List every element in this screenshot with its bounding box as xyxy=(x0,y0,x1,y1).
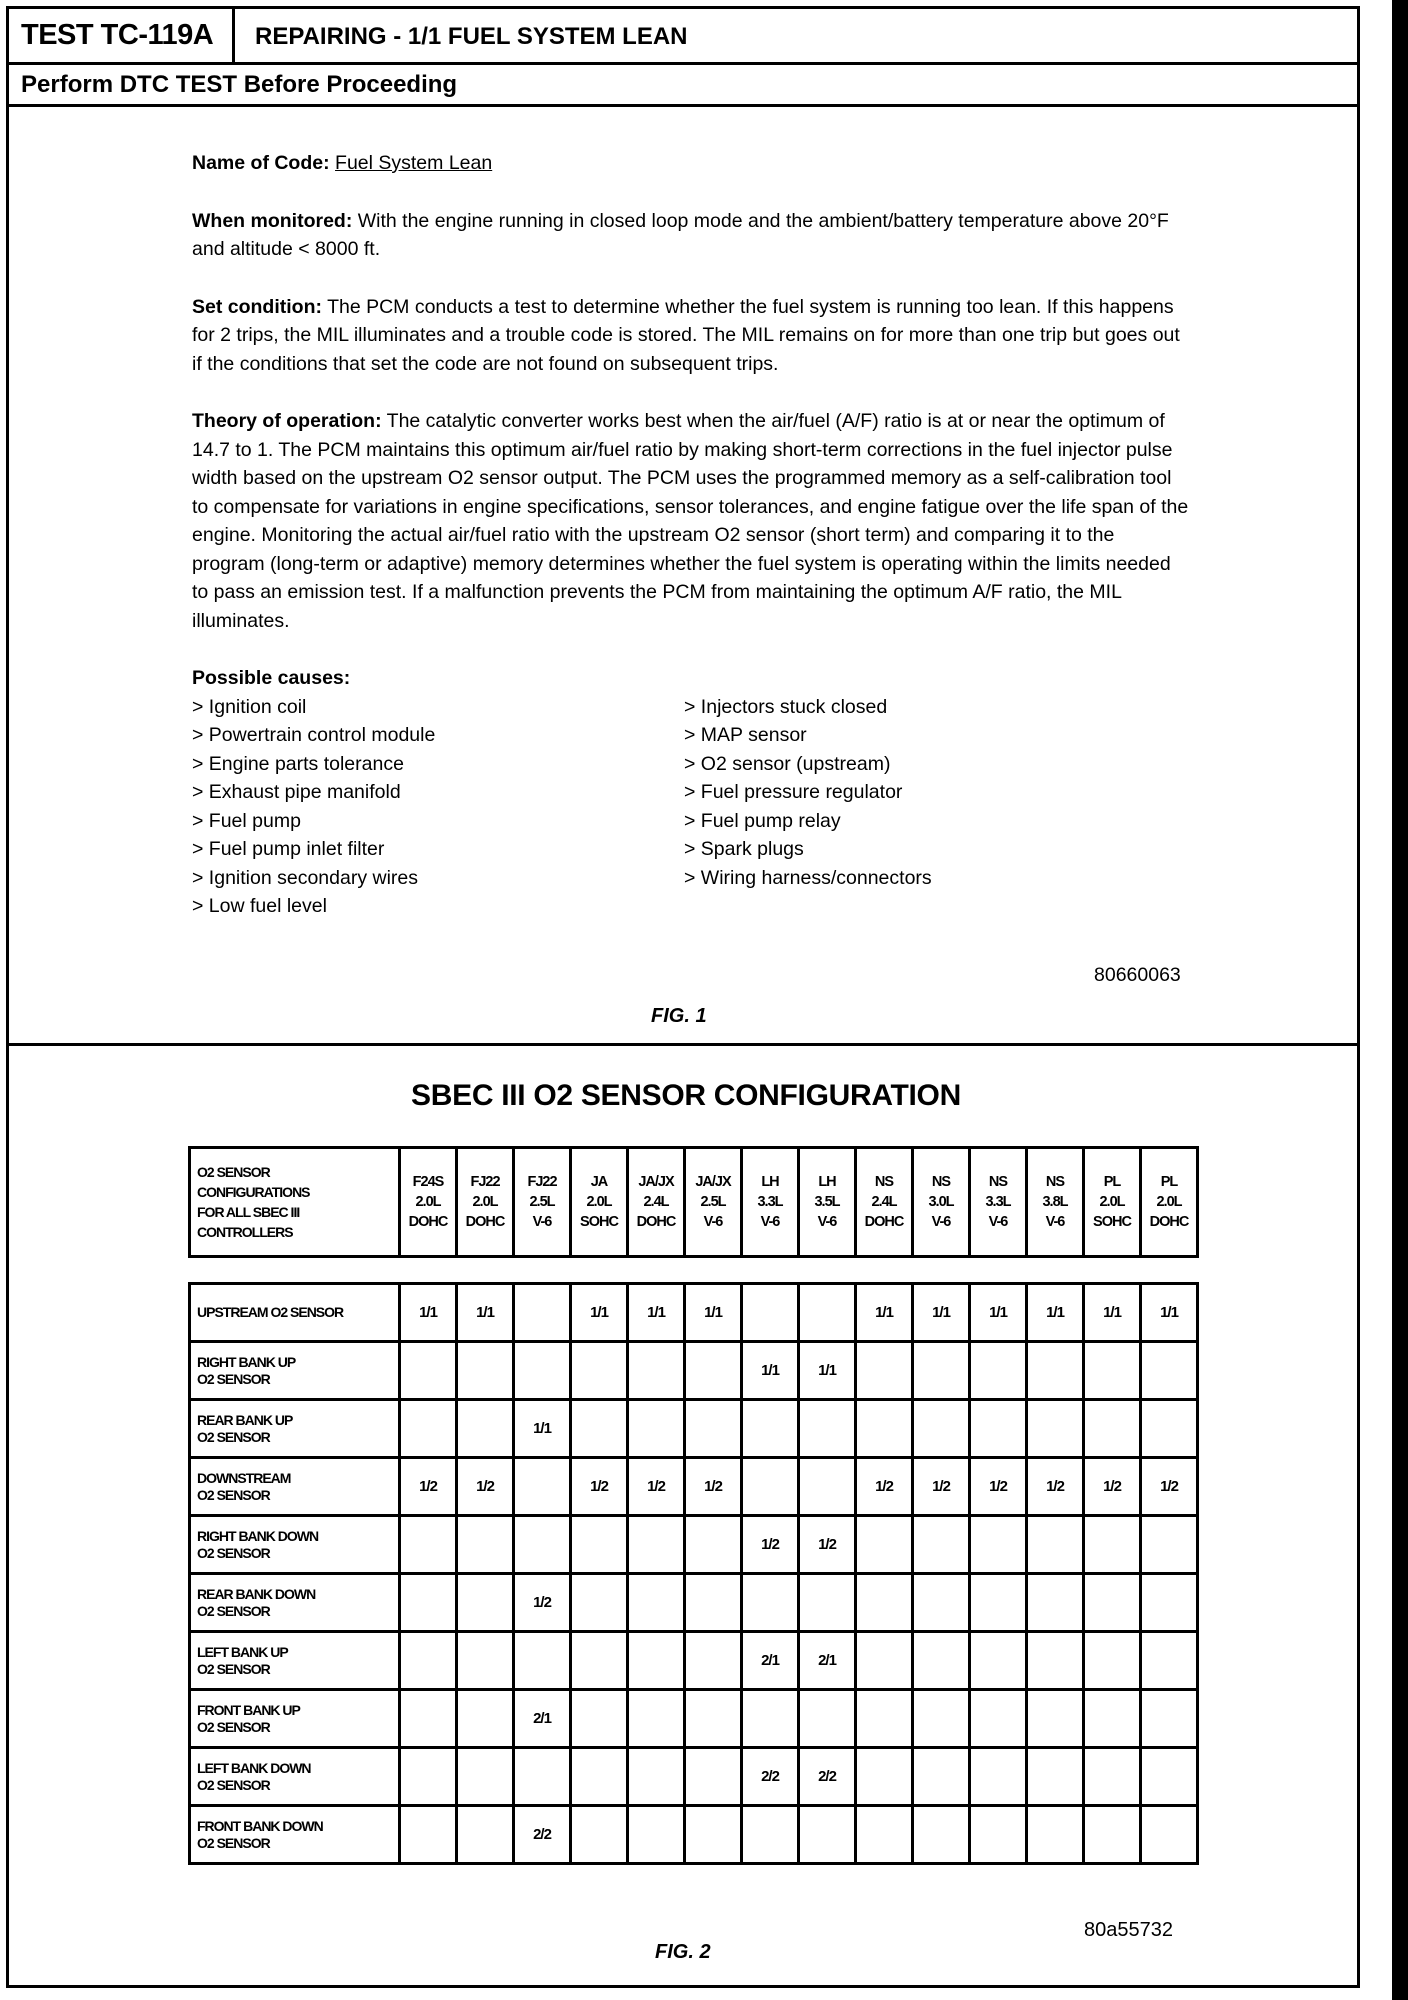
config-cell: 1/1 xyxy=(1027,1284,1084,1342)
name-of-code-label: Name of Code: xyxy=(192,152,330,174)
sensor-label xyxy=(190,1574,400,1632)
config-row xyxy=(190,1748,1198,1806)
sensor-label xyxy=(190,1400,400,1458)
config-cell xyxy=(1084,1806,1141,1864)
sensor-label-line: O2 SENSOR xyxy=(197,1834,270,1851)
column-header-line: DOHC xyxy=(465,1214,505,1230)
test-subtitle: Perform DTC TEST Before Proceeding xyxy=(9,65,1357,107)
config-cell xyxy=(1084,1574,1141,1632)
config-cell xyxy=(1027,1690,1084,1748)
config-cell xyxy=(970,1516,1027,1574)
sensor-label-line: FRONT BANK UP xyxy=(197,1701,300,1718)
config-cell xyxy=(457,1748,514,1806)
config-cell xyxy=(685,1574,742,1632)
config-cell xyxy=(913,1806,970,1864)
fig2-title: SBEC III O2 SENSOR CONFIGURATION xyxy=(411,1079,961,1112)
column-header-line: 3.8L xyxy=(1042,1194,1068,1210)
config-cell xyxy=(856,1400,913,1458)
config-cell xyxy=(628,1748,685,1806)
config-cell xyxy=(856,1632,913,1690)
config-cell xyxy=(913,1516,970,1574)
column-header-line: DOHC xyxy=(636,1214,676,1230)
set-condition-label: Set condition: xyxy=(192,295,322,318)
sensor-label-line: O2 SENSOR xyxy=(197,1660,270,1677)
config-cell xyxy=(742,1690,799,1748)
cause-item: > Powertrain control module xyxy=(192,724,436,746)
config-cell xyxy=(628,1632,685,1690)
config-cell xyxy=(685,1342,742,1400)
config-cell xyxy=(799,1690,856,1748)
column-header-line: FJ22 xyxy=(470,1174,500,1190)
sensor-label xyxy=(190,1458,400,1516)
config-column-header xyxy=(1141,1148,1198,1257)
config-cell xyxy=(400,1748,457,1806)
config-cell xyxy=(628,1400,685,1458)
config-cell xyxy=(1027,1748,1084,1806)
config-cell xyxy=(742,1574,799,1632)
column-header-line: DOHC xyxy=(1149,1214,1189,1230)
config-cell xyxy=(1141,1690,1198,1748)
config-cell: 1/2 xyxy=(913,1458,970,1516)
header-label-line: CONTROLLERS xyxy=(197,1224,293,1240)
config-cell: 1/2 xyxy=(799,1516,856,1574)
config-cell xyxy=(457,1516,514,1574)
config-cell xyxy=(799,1574,856,1632)
config-cell xyxy=(571,1400,628,1458)
column-header-line: SOHC xyxy=(580,1214,618,1230)
config-cell: 1/2 xyxy=(457,1458,514,1516)
config-cell: 1/2 xyxy=(400,1458,457,1516)
column-header-line: NS xyxy=(988,1174,1008,1190)
column-header-line: 2.5L xyxy=(700,1194,726,1210)
sensor-label xyxy=(190,1632,400,1690)
test-id: TEST TC-119A xyxy=(9,9,235,65)
config-cell xyxy=(400,1400,457,1458)
sensor-label-line: LEFT BANK UP xyxy=(197,1643,288,1660)
config-cell: 2/2 xyxy=(514,1806,571,1864)
config-cell xyxy=(400,1690,457,1748)
cause-item: > O2 sensor (upstream) xyxy=(684,752,891,775)
config-cell xyxy=(1141,1516,1198,1574)
cause-item: > Wiring harness/connectors xyxy=(684,866,932,889)
sensor-label-line: LEFT BANK DOWN xyxy=(197,1759,311,1776)
config-row xyxy=(190,1284,1198,1342)
config-header-table xyxy=(188,1146,1199,1258)
config-cell xyxy=(742,1806,799,1864)
config-cell xyxy=(1141,1632,1198,1690)
possible-causes-list xyxy=(192,693,1192,921)
config-cell: 1/1 xyxy=(970,1284,1027,1342)
config-cell: 2/2 xyxy=(799,1748,856,1806)
config-cell: 2/1 xyxy=(514,1690,571,1748)
config-cell xyxy=(685,1748,742,1806)
config-cell xyxy=(685,1632,742,1690)
sensor-label xyxy=(190,1690,400,1748)
config-row xyxy=(190,1632,1198,1690)
config-cell: 1/1 xyxy=(400,1284,457,1342)
config-cell xyxy=(1084,1516,1141,1574)
config-cell xyxy=(628,1690,685,1748)
cause-item: > Injectors stuck closed xyxy=(684,695,888,718)
config-row xyxy=(190,1458,1198,1516)
config-cell xyxy=(1141,1342,1198,1400)
config-cell xyxy=(400,1516,457,1574)
causes-left-column xyxy=(192,693,684,921)
config-cell: 1/1 xyxy=(514,1400,571,1458)
config-cell xyxy=(1084,1342,1141,1400)
config-cell xyxy=(400,1806,457,1864)
config-cell xyxy=(799,1806,856,1864)
config-cell: 1/1 xyxy=(742,1342,799,1400)
config-cell xyxy=(856,1690,913,1748)
config-cell xyxy=(970,1748,1027,1806)
sensor-label-line: O2 SENSOR xyxy=(197,1486,270,1503)
config-cell xyxy=(913,1748,970,1806)
config-cell: 1/2 xyxy=(1027,1458,1084,1516)
when-monitored-text: With the engine running in closed loop mode and the ambient/battery temperature above 20°F and altitude < 8000 ft. xyxy=(192,209,1169,260)
config-row xyxy=(190,1516,1198,1574)
config-cell xyxy=(571,1632,628,1690)
config-cell xyxy=(685,1400,742,1458)
fig1-ref-code: 80660063 xyxy=(1094,964,1181,986)
config-cell xyxy=(628,1342,685,1400)
config-cell xyxy=(970,1690,1027,1748)
config-row xyxy=(190,1400,1198,1458)
when-monitored-label: When monitored: xyxy=(192,209,353,232)
column-header-line: NS xyxy=(1045,1174,1065,1190)
cause-item: > Engine parts tolerance xyxy=(192,752,404,775)
column-header-line: NS xyxy=(874,1174,894,1190)
sensor-label-line: FRONT BANK DOWN xyxy=(197,1817,323,1834)
column-header-line: JA/JX xyxy=(695,1174,731,1190)
column-header-line: 2.0L xyxy=(586,1194,612,1210)
config-cell xyxy=(457,1400,514,1458)
set-condition-text: The PCM conducts a test to determine whether the fuel system is running too lean. If this happens for 2 trips, the MIL illuminates and a trouble code is stored. The MIL remains on for more than one trip but goes out if the conditions that set the code are not found on subsequent trips. xyxy=(192,295,1180,375)
column-header-line: LH xyxy=(818,1174,836,1190)
config-cell xyxy=(1084,1748,1141,1806)
sensor-label-line: O2 SENSOR xyxy=(197,1428,270,1445)
config-cell xyxy=(1027,1516,1084,1574)
config-cell xyxy=(1141,1574,1198,1632)
config-cell xyxy=(799,1400,856,1458)
config-cell xyxy=(913,1690,970,1748)
config-column-header xyxy=(514,1148,571,1257)
config-cell xyxy=(685,1690,742,1748)
cause-item: > Low fuel level xyxy=(192,895,327,917)
column-header-line: V-6 xyxy=(760,1214,780,1230)
config-cell xyxy=(457,1632,514,1690)
config-cell xyxy=(970,1342,1027,1400)
config-column-header xyxy=(628,1148,685,1257)
config-cell xyxy=(628,1516,685,1574)
config-cell: 1/1 xyxy=(1084,1284,1141,1342)
fig1-label: FIG. 1 xyxy=(651,1005,707,1027)
config-cell xyxy=(514,1342,571,1400)
config-cell: 1/1 xyxy=(913,1284,970,1342)
config-cell xyxy=(799,1458,856,1516)
cause-item: > Ignition secondary wires xyxy=(192,866,418,889)
config-cell xyxy=(685,1806,742,1864)
config-cell xyxy=(856,1574,913,1632)
sensor-label-line: O2 SENSOR xyxy=(197,1602,270,1619)
config-cell xyxy=(1141,1806,1198,1864)
cause-item: > Fuel pressure regulator xyxy=(684,781,903,803)
config-cell: 1/2 xyxy=(685,1458,742,1516)
sensor-label xyxy=(190,1748,400,1806)
config-cell xyxy=(913,1632,970,1690)
sensor-label-line: REAR BANK DOWN xyxy=(197,1585,316,1602)
sensor-label-line: O2 SENSOR xyxy=(197,1370,270,1387)
column-header-line: 2.5L xyxy=(529,1194,555,1210)
column-header-line: 2.0L xyxy=(1099,1194,1125,1210)
config-body-table xyxy=(188,1282,1199,1865)
fig1-content xyxy=(192,149,1192,921)
config-cell xyxy=(1027,1342,1084,1400)
config-cell xyxy=(856,1748,913,1806)
name-of-code-value: Fuel System Lean xyxy=(335,152,493,174)
config-cell: 1/2 xyxy=(742,1516,799,1574)
possible-causes-title: Possible causes: xyxy=(192,667,351,689)
config-column-header xyxy=(913,1148,970,1257)
column-header-line: PL xyxy=(1160,1174,1178,1190)
config-cell: 2/1 xyxy=(742,1632,799,1690)
sensor-label xyxy=(190,1284,400,1342)
theory-text: The catalytic converter works best when the air/fuel (A/F) ratio is at or near the optimum of 14.7 to 1. The PCM maintains this optimum air/fuel ratio by making short-term corrections in the fuel injector pulse width based on the upstream O2 sensor output. The PCM uses the programmed memory as a self-calibration tool to compensate for variations in engine specifications, sensor tolerances, and engine fatigue over the life span of the engine. Monitoring the actual air/fuel ratio with the upstream O2 sensor (short term) and comparing it to the program (long-term or adaptive) memory determines whether the fuel system is operating within the limits needed to pass an emission test. If a malfunction prevents the PCM from maintaining the optimum A/F ratio, the MIL illuminates. xyxy=(192,410,1189,632)
sensor-label xyxy=(190,1342,400,1400)
cause-item: > Fuel pump xyxy=(192,809,301,832)
sensor-label-line: O2 SENSOR xyxy=(197,1776,270,1793)
header-label-line: CONFIGURATIONS xyxy=(197,1184,310,1200)
column-header-line: DOHC xyxy=(408,1214,448,1230)
column-header-line: V-6 xyxy=(817,1214,837,1230)
config-column-header xyxy=(1084,1148,1141,1257)
config-cell xyxy=(571,1748,628,1806)
config-cell xyxy=(571,1516,628,1574)
section-divider xyxy=(9,1043,1357,1046)
fig2-ref-code: 80a55732 xyxy=(1084,1919,1173,1941)
config-column-header xyxy=(685,1148,742,1257)
config-cell xyxy=(1141,1400,1198,1458)
sensor-label-line: RIGHT BANK DOWN xyxy=(197,1527,319,1544)
column-header-line: 2.0L xyxy=(1156,1194,1182,1210)
config-column-header xyxy=(457,1148,514,1257)
column-header-line: V-6 xyxy=(988,1214,1008,1230)
set-condition xyxy=(192,293,1192,379)
config-cell xyxy=(1027,1574,1084,1632)
config-cell xyxy=(571,1806,628,1864)
cause-item: > Fuel pump relay xyxy=(684,809,841,832)
config-column-header xyxy=(400,1148,457,1257)
config-cell: 1/1 xyxy=(457,1284,514,1342)
config-cell xyxy=(1084,1632,1141,1690)
config-cell: 2/2 xyxy=(742,1748,799,1806)
config-cell xyxy=(628,1806,685,1864)
column-header-line: V-6 xyxy=(703,1214,723,1230)
config-cell xyxy=(1027,1806,1084,1864)
cause-item: > Exhaust pipe manifold xyxy=(192,781,401,803)
config-cell xyxy=(856,1806,913,1864)
config-cell: 1/2 xyxy=(1141,1458,1198,1516)
sensor-label-line: O2 SENSOR xyxy=(197,1718,270,1735)
config-cell xyxy=(970,1806,1027,1864)
column-header-line: DOHC xyxy=(864,1214,904,1230)
config-cell xyxy=(514,1458,571,1516)
config-cell xyxy=(1027,1400,1084,1458)
config-column-header xyxy=(1027,1148,1084,1257)
column-header-line: V-6 xyxy=(532,1214,552,1230)
theory-of-operation xyxy=(192,407,1192,635)
config-cell xyxy=(400,1342,457,1400)
config-row xyxy=(190,1690,1198,1748)
config-cell xyxy=(628,1574,685,1632)
column-header-line: 3.5L xyxy=(814,1194,840,1210)
column-header-line: 2.4L xyxy=(643,1194,669,1210)
config-cell xyxy=(514,1516,571,1574)
config-header-row xyxy=(190,1148,1198,1257)
config-header-label xyxy=(190,1148,400,1257)
column-header-line: FJ22 xyxy=(527,1174,557,1190)
config-cell: 1/1 xyxy=(685,1284,742,1342)
cause-item: > Ignition coil xyxy=(192,695,307,718)
config-column-header xyxy=(856,1148,913,1257)
config-cell xyxy=(400,1574,457,1632)
column-header-line: 2.0L xyxy=(472,1194,498,1210)
config-row xyxy=(190,1342,1198,1400)
config-cell xyxy=(913,1342,970,1400)
config-cell xyxy=(457,1806,514,1864)
column-header-line: V-6 xyxy=(1045,1214,1065,1230)
page-frame xyxy=(6,6,1360,1988)
config-cell xyxy=(685,1516,742,1574)
column-header-line: PL xyxy=(1103,1174,1121,1190)
column-header-line: F24S xyxy=(412,1174,444,1190)
theory-label: Theory of operation: xyxy=(192,410,382,432)
config-cell xyxy=(742,1458,799,1516)
config-cell: 1/1 xyxy=(856,1284,913,1342)
config-cell xyxy=(571,1574,628,1632)
config-column-header xyxy=(799,1148,856,1257)
config-cell: 1/2 xyxy=(1084,1458,1141,1516)
column-header-line: LH xyxy=(761,1174,779,1190)
sensor-label-line: O2 SENSOR xyxy=(197,1544,270,1561)
sensor-label-line: REAR BANK UP xyxy=(197,1411,293,1428)
config-cell xyxy=(457,1342,514,1400)
column-header-line: 3.3L xyxy=(985,1194,1011,1210)
config-column-header xyxy=(970,1148,1027,1257)
cause-item: > MAP sensor xyxy=(684,724,807,746)
config-cell xyxy=(913,1400,970,1458)
config-cell xyxy=(571,1690,628,1748)
config-cell xyxy=(799,1284,856,1342)
config-cell xyxy=(742,1284,799,1342)
column-header-line: 2.0L xyxy=(415,1194,441,1210)
config-cell xyxy=(856,1516,913,1574)
config-cell xyxy=(1027,1632,1084,1690)
column-header-line: 2.4L xyxy=(871,1194,897,1210)
config-cell: 1/2 xyxy=(856,1458,913,1516)
header-label-line: FOR ALL SBEC III xyxy=(197,1204,300,1220)
column-header-line: SOHC xyxy=(1093,1214,1131,1230)
config-cell: 1/2 xyxy=(514,1574,571,1632)
config-cell xyxy=(970,1632,1027,1690)
header-row xyxy=(9,9,1357,65)
column-header-line: JA xyxy=(590,1174,608,1190)
config-cell xyxy=(514,1284,571,1342)
name-of-code xyxy=(192,149,1192,178)
column-header-line: NS xyxy=(931,1174,951,1190)
config-cell xyxy=(1084,1400,1141,1458)
config-cell xyxy=(571,1342,628,1400)
config-cell: 1/2 xyxy=(571,1458,628,1516)
column-header-line: JA/JX xyxy=(638,1174,674,1190)
sensor-label-line: RIGHT BANK UP xyxy=(197,1353,296,1370)
cause-item: > Fuel pump inlet filter xyxy=(192,838,385,860)
sensor-label-line: UPSTREAM O2 SENSOR xyxy=(197,1304,344,1320)
when-monitored xyxy=(192,207,1192,264)
column-header-line: 3.0L xyxy=(928,1194,954,1210)
config-cell xyxy=(457,1690,514,1748)
config-cell xyxy=(1141,1748,1198,1806)
config-cell: 1/1 xyxy=(571,1284,628,1342)
config-cell xyxy=(514,1632,571,1690)
config-column-header xyxy=(742,1148,799,1257)
config-row xyxy=(190,1806,1198,1864)
cause-item: > Spark plugs xyxy=(684,838,804,860)
sensor-label-line: DOWNSTREAM xyxy=(197,1469,291,1486)
config-cell: 1/1 xyxy=(628,1284,685,1342)
column-header-line: 3.3L xyxy=(757,1194,783,1210)
header-label-line: O2 SENSOR xyxy=(197,1164,270,1180)
fig2-label: FIG. 2 xyxy=(655,1941,711,1963)
config-cell xyxy=(742,1400,799,1458)
config-row xyxy=(190,1574,1198,1632)
causes-right-column xyxy=(684,693,1176,921)
config-cell xyxy=(400,1632,457,1690)
config-cell: 1/1 xyxy=(1141,1284,1198,1342)
config-cell xyxy=(514,1748,571,1806)
config-cell xyxy=(970,1574,1027,1632)
test-title: REPAIRING - 1/1 FUEL SYSTEM LEAN xyxy=(255,23,688,50)
sensor-label xyxy=(190,1806,400,1864)
column-header-line: V-6 xyxy=(931,1214,951,1230)
config-cell xyxy=(970,1400,1027,1458)
config-cell: 1/2 xyxy=(628,1458,685,1516)
config-cell xyxy=(457,1574,514,1632)
config-cell xyxy=(913,1574,970,1632)
sensor-label xyxy=(190,1516,400,1574)
config-column-header xyxy=(571,1148,628,1257)
config-cell: 2/1 xyxy=(799,1632,856,1690)
config-cell xyxy=(856,1342,913,1400)
config-cell xyxy=(1084,1690,1141,1748)
config-cell: 1/2 xyxy=(970,1458,1027,1516)
config-cell: 1/1 xyxy=(799,1342,856,1400)
scan-edge-bar xyxy=(1392,0,1408,2000)
